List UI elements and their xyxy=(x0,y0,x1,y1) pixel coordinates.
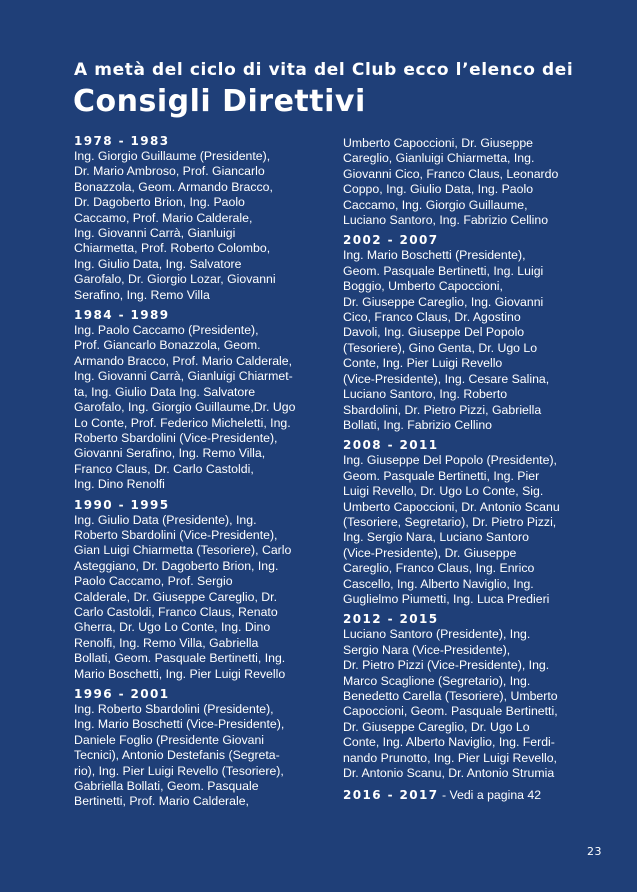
member-line: Cascello, Ing. Alberto Naviglio, Ing. xyxy=(343,576,534,591)
period-heading: 1978 - 1983 xyxy=(74,134,170,148)
board-section xyxy=(343,233,591,433)
page-reference: - Vedi a pagina 42 xyxy=(438,788,542,803)
member-line: Guglielmo Piumetti, Ing. Luca Predieri xyxy=(343,591,550,606)
member-line: Luciano Santoro (Presidente), Ing. xyxy=(343,627,531,642)
member-line: (Vice-Presidente), Ing. Cesare Salina, xyxy=(343,371,550,386)
member-line: Armando Bracco, Prof. Mario Calderale, xyxy=(74,353,293,368)
member-line: Chiarmetta, Prof. Roberto Colombo, xyxy=(74,241,271,256)
period-heading: 1984 - 1989 xyxy=(74,308,170,323)
member-line: Davoli, Ing. Giuseppe Del Popolo xyxy=(343,325,525,340)
member-line: Dr. Mario Ambroso, Prof. Giancarlo xyxy=(74,164,265,179)
period-heading: 1996 - 2001 xyxy=(74,687,170,701)
member-line: Gherra, Dr. Ugo Lo Conte, Ing. Dino xyxy=(74,620,271,635)
member-line: Umberto Capoccioni, Dr. Giuseppe xyxy=(343,136,534,150)
member-line: Ing. Sergio Nara, Luciano Santoro xyxy=(343,530,529,545)
member-line: Garofalo, Dr. Giorgio Lozar, Giovanni xyxy=(74,272,276,287)
member-line: Caccamo, Prof. Mario Calderale, xyxy=(74,210,253,225)
member-line: Geom. Pasquale Bertinetti, Ing. Pier xyxy=(343,468,540,483)
member-line: Paolo Caccamo, Prof. Sergio xyxy=(74,574,233,589)
member-line: Lo Conte, Prof. Federico Micheletti, Ing. xyxy=(74,415,291,430)
page-number: 23 xyxy=(587,845,602,858)
member-line: Mario Boschetti, Ing. Pier Luigi Revello xyxy=(74,666,286,681)
period-heading: 2016 - 2017 xyxy=(343,788,439,803)
member-line: Roberto Sbardolini (Vice-Presidente), xyxy=(74,430,278,445)
member-line: Marco Scaglione (Segretario), Ing. xyxy=(343,673,531,688)
member-line: Roberto Sbardolini (Vice-Presidente), xyxy=(74,527,278,542)
member-line: ta, Ing. Giulio Data Ing. Salvatore xyxy=(74,384,256,399)
member-line: Franco Claus, Dr. Carlo Castoldi, xyxy=(74,461,254,476)
member-line: (Tesoriere, Segretario), Dr. Pietro Pizzi, xyxy=(343,514,557,529)
member-line: Ing. Giorgio Guillaume (Presidente), xyxy=(74,149,271,163)
last-entry xyxy=(343,788,591,803)
member-line: Ing. Giuseppe Del Popolo (Presidente), xyxy=(343,453,557,468)
member-line: Carlo Castoldi, Franco Claus, Renato xyxy=(74,604,278,619)
member-line: Bonazzola, Geom. Armando Bracco, xyxy=(74,179,273,194)
member-line: Daniele Foglio (Presidente Giovani xyxy=(74,732,265,747)
period-heading: 2012 - 2015 xyxy=(343,612,439,627)
member-line: Boggio, Umberto Capoccioni, xyxy=(343,279,503,294)
period-heading: 2002 - 2007 xyxy=(343,233,439,248)
member-line: Ing. Giulio Data, Ing. Salvatore xyxy=(74,256,242,271)
member-line: Bollati, Ing. Fabrizio Cellino xyxy=(343,417,492,432)
member-line: Sergio Nara (Vice-Presidente), xyxy=(343,642,511,657)
member-line: (Tesoriere), Gino Genta, Dr. Ugo Lo xyxy=(343,340,538,355)
member-line: Gian Luigi Chiarmetta (Tesoriere), Carlo xyxy=(74,543,292,558)
member-line: Ing. Dino Renolfi xyxy=(74,477,165,492)
member-line: Ing. Roberto Sbardolini (Presidente), xyxy=(74,702,274,716)
member-line: Luciano Santoro, Ing. Roberto xyxy=(343,387,508,402)
member-line: Conte, Ing. Pier Luigi Revello xyxy=(343,356,503,371)
member-line: Bertinetti, Prof. Mario Calderale, xyxy=(74,794,249,809)
member-line: Ing. Giovanni Carrà, Gianluigi xyxy=(74,226,236,241)
member-line: Ing. Giulio Data (Presidente), Ing. xyxy=(74,512,257,527)
member-line: rio), Ing. Pier Luigi Revello (Tesoriere), xyxy=(74,763,284,778)
member-line: Giovanni Cico, Franco Claus, Leonardo xyxy=(343,166,559,181)
member-line: Ing. Mario Boschetti (Vice-Presidente), xyxy=(74,717,285,732)
member-line: Tecnici), Antonio Destefanis (Segreta- xyxy=(74,748,280,763)
member-line: Luigi Revello, Dr. Ugo Lo Conte, Sig. xyxy=(343,484,544,499)
board-section xyxy=(343,438,591,607)
member-line: Ing. Giovanni Carrà, Gianluigi Chiarmet- xyxy=(74,369,293,384)
member-line: Caccamo, Ing. Giorgio Guillaume, xyxy=(343,197,528,212)
page-subtitle: A metà del ciclo di vita del Club ecco l’elenco dei xyxy=(74,60,574,80)
member-line: Calderale, Dr. Giuseppe Careglio, Dr. xyxy=(74,589,277,604)
member-line: Cico, Franco Claus, Dr. Agostino xyxy=(343,310,521,325)
member-line: Ing. Mario Boschetti (Presidente), xyxy=(343,248,526,263)
member-line: Conte, Ing. Alberto Naviglio, Ing. Ferdi- xyxy=(343,735,555,750)
member-line: Giovanni Serafino, Ing. Remo Villa, xyxy=(74,446,266,461)
member-line: Capoccioni, Geom. Pasquale Bertinetti, xyxy=(343,704,558,719)
member-line: nando Prunotto, Ing. Pier Luigi Revello, xyxy=(343,750,557,765)
board-section xyxy=(74,687,322,810)
member-line: Careglio, Franco Claus, Ing. Enrico xyxy=(343,561,535,576)
member-line: Dr. Dagoberto Brion, Ing. Paolo xyxy=(74,195,245,210)
member-line: Dr. Giuseppe Careglio, Dr. Ugo Lo xyxy=(343,719,530,734)
member-line: Garofalo, Ing. Giorgio Guillaume,Dr. Ugo xyxy=(74,400,296,415)
period-heading: 1990 - 1995 xyxy=(74,497,170,512)
member-line: Prof. Giancarlo Bonazzola, Geom. xyxy=(74,338,261,353)
member-line: (Vice-Presidente), Dr. Giuseppe xyxy=(343,545,517,560)
board-section xyxy=(343,136,591,228)
member-line: Careglio, Gianluigi Chiarmetta, Ing. xyxy=(343,151,535,166)
member-line: Asteggiano, Dr. Dagoberto Brion, Ing. xyxy=(74,558,279,573)
member-line: Coppo, Ing. Giulio Data, Ing. Paolo xyxy=(343,182,534,197)
member-line: Sbardolini, Dr. Pietro Pizzi, Gabriella xyxy=(343,402,542,417)
board-section xyxy=(343,612,591,781)
page-title: Consigli Direttivi xyxy=(73,84,366,119)
period-heading: 2008 - 2011 xyxy=(343,438,439,453)
board-section xyxy=(74,308,322,492)
member-line: Bollati, Geom. Pasquale Bertinetti, Ing. xyxy=(74,651,286,666)
left-column xyxy=(74,134,322,810)
member-line: Renolfi, Ing. Remo Villa, Gabriella xyxy=(74,635,259,650)
member-line: Ing. Paolo Caccamo (Presidente), xyxy=(74,323,259,338)
board-section xyxy=(74,498,322,682)
member-line: Serafino, Ing. Remo Villa xyxy=(74,287,210,302)
member-line: Geom. Pasquale Bertinetti, Ing. Luigi xyxy=(343,263,544,278)
member-line: Benedetto Carella (Tesoriere), Umberto xyxy=(343,689,558,703)
member-line: Luciano Santoro, Ing. Fabrizio Cellino xyxy=(343,213,549,228)
member-line: Dr. Antonio Scanu, Dr. Antonio Strumia xyxy=(343,766,555,781)
member-line: Dr. Giuseppe Careglio, Ing. Giovanni xyxy=(343,294,544,309)
member-line: Umberto Capoccioni, Dr. Antonio Scanu xyxy=(343,499,560,514)
right-column xyxy=(343,136,591,804)
member-line: Dr. Pietro Pizzi (Vice-Presidente), Ing. xyxy=(343,658,550,673)
member-line: Gabriella Bollati, Geom. Pasquale xyxy=(74,779,259,794)
board-section xyxy=(74,134,322,303)
